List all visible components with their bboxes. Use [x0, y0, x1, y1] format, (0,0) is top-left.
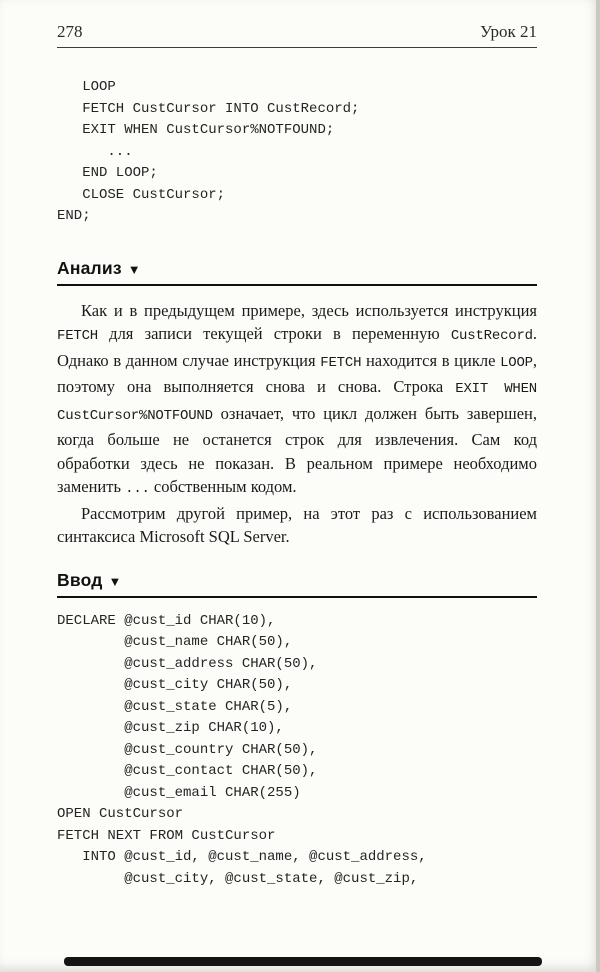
analysis-paragraph-2	[57, 502, 537, 549]
code-line: LOOP	[57, 79, 116, 95]
body-text: означает, что цикл должен быть завершен, когда больше не останется строк для извлечения. Сам код обработки здесь не показан. В реальном примере необходимо заменить	[57, 403, 537, 496]
code-line: @cust_contact CHAR(50),	[57, 763, 318, 779]
body-text: находится в цикле	[361, 350, 501, 370]
code-line: EXIT WHEN CustCursor%NOTFOUND;	[57, 122, 335, 138]
code-line: @cust_city CHAR(50),	[57, 677, 293, 693]
inline-code: ...	[125, 481, 150, 497]
triangle-down-icon: ▼	[108, 573, 122, 589]
lesson-label: Урок 21	[479, 22, 537, 41]
header-rule	[57, 47, 537, 48]
code-block-tsql	[57, 611, 537, 891]
code-line: OPEN CustCursor	[57, 806, 184, 822]
section-heading-analysis	[57, 258, 537, 279]
body-text: Рассмотрим другой пример, на этот раз с использованием синтаксиса Microsoft SQL Server.	[57, 503, 537, 546]
code-line: END;	[57, 208, 91, 224]
code-line: CLOSE CustCursor;	[57, 186, 226, 203]
triangle-down-icon: ▼	[127, 261, 141, 277]
code-line: DECLARE @cust_id CHAR(10),	[57, 612, 276, 629]
code-line: END LOOP;	[57, 165, 158, 181]
body-text: , поэтому она выполняется снова и снова. Строка	[57, 350, 538, 396]
body-text: для записи текущей строки в переменную	[98, 324, 451, 343]
code-line: @cust_zip CHAR(10),	[57, 720, 284, 736]
inline-code: LOOP	[500, 354, 533, 371]
code-line: FETCH CustCursor INTO CustRecord;	[57, 100, 360, 117]
page-header	[57, 22, 537, 47]
section-rule-analysis	[57, 284, 537, 286]
code-line: @cust_city, @cust_state, @cust_zip,	[57, 870, 419, 887]
page-bottom-bar	[64, 957, 542, 966]
page-number: 278	[57, 22, 83, 41]
code-line: @cust_address CHAR(50),	[57, 655, 318, 672]
section-heading-input	[57, 570, 537, 591]
page-right-edge	[596, 0, 600, 972]
section-title-input: Ввод	[57, 569, 103, 590]
code-line: @cust_state CHAR(5),	[57, 698, 293, 715]
code-line: ...	[57, 143, 133, 160]
body-text: Как и в предыдущем примере, здесь используется инструкция	[81, 300, 537, 320]
code-line: @cust_email CHAR(255)	[57, 784, 301, 801]
inline-code: CustRecord	[450, 328, 533, 344]
inline-code: EXIT WHEN CustCursor%NOTFOUND	[57, 381, 538, 424]
code-line: @cust_name CHAR(50),	[57, 634, 293, 650]
section-rule-input	[57, 596, 537, 598]
analysis-paragraph-1	[57, 299, 537, 502]
body-text: собственным кодом.	[149, 477, 297, 496]
code-block-plsql	[57, 77, 537, 228]
code-line: @cust_country CHAR(50),	[57, 741, 318, 758]
section-title-analysis: Анализ	[57, 257, 122, 278]
body-text: . Однако в данном случае инструкция	[57, 324, 537, 370]
inline-code: FETCH	[320, 354, 362, 371]
code-line: FETCH NEXT FROM CustCursor	[57, 827, 276, 844]
code-line: INTO @cust_id, @cust_name, @cust_address,	[57, 849, 427, 865]
inline-code: FETCH	[57, 328, 99, 344]
